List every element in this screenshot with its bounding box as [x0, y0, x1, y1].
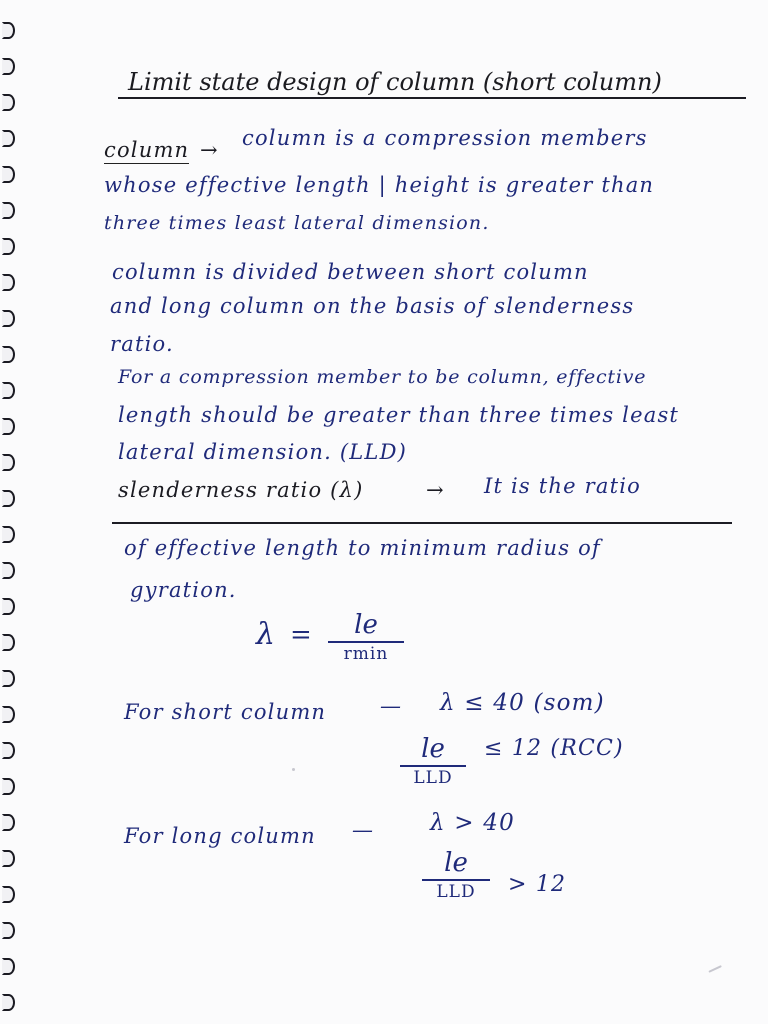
long-column-condition-lambda: λ > 40: [430, 810, 515, 836]
binding-hole: [2, 742, 15, 759]
binding-hole: [2, 130, 15, 147]
binding-hole: [2, 598, 15, 615]
formula-lambda: λ: [256, 617, 276, 652]
long-column-fraction: [422, 850, 490, 901]
slenderness-underline: [112, 522, 732, 524]
long-column-denominator: LLD: [436, 881, 476, 902]
binding-hole: [2, 382, 15, 399]
term-slenderness-ratio: slenderness ratio (λ): [118, 478, 364, 502]
para2-line2: and long column on the basis of slenderness: [110, 294, 635, 318]
binding-hole: [2, 958, 15, 975]
para1-line2: whose effective length | height is greater than: [104, 173, 655, 197]
para4-line3: gyration.: [130, 578, 237, 602]
arrow-column: →: [200, 138, 219, 162]
paper-speck: [292, 768, 295, 771]
formula-numerator: le: [354, 610, 378, 640]
long-column-condition-ratio: > 12: [508, 872, 567, 897]
binding-hole: [2, 274, 15, 291]
long-column-label: For long column: [124, 824, 316, 848]
title-underline: [118, 97, 746, 99]
para2-line3: ratio.: [110, 332, 174, 356]
binding-hole: [2, 994, 15, 1011]
short-column-fraction: [400, 736, 466, 787]
binding-hole: [2, 454, 15, 471]
short-column-numerator: le: [421, 734, 445, 764]
long-column-dash: —: [352, 818, 375, 842]
binding-hole: [2, 238, 15, 255]
short-column-condition-ratio: ≤ 12 (RCC): [484, 736, 624, 761]
short-column-dash: —: [380, 694, 403, 718]
page-title: Limit state design of column (short column): [128, 68, 662, 96]
binding-hole: [2, 634, 15, 651]
para3-line2: length should be greater than three times least: [118, 403, 680, 427]
formula-equals: =: [290, 620, 312, 650]
para1-line1: column is a compression members: [242, 126, 648, 150]
paper-speck: [708, 965, 721, 972]
binding-hole: [2, 922, 15, 939]
arrow-slenderness: →: [426, 478, 445, 502]
para3-line1: For a compression member to be column, effective: [118, 366, 647, 388]
binding-hole: [2, 490, 15, 507]
para4-line2: of effective length to minimum radius of: [124, 536, 601, 560]
term-column: column: [104, 138, 190, 162]
binding-hole: [2, 346, 15, 363]
binding-hole: [2, 310, 15, 327]
para1-line3: three times least lateral dimension.: [104, 212, 490, 234]
binding-hole: [2, 850, 15, 867]
binding-hole: [2, 526, 15, 543]
binding-hole: [2, 22, 15, 39]
short-column-condition-lambda: λ ≤ 40 (som): [440, 690, 605, 716]
para3-line3: lateral dimension. (LLD): [118, 440, 408, 464]
binding-hole: [2, 418, 15, 435]
binding-hole: [2, 166, 15, 183]
binding-hole: [2, 814, 15, 831]
binding-hole: [2, 778, 15, 795]
binding-hole: [2, 886, 15, 903]
para2-line1: column is divided between short column: [112, 260, 589, 284]
short-column-label: For short column: [124, 700, 327, 724]
formula-fraction: [328, 612, 404, 663]
binding-hole: [2, 202, 15, 219]
para4-line1: It is the ratio: [484, 474, 642, 498]
formula-denominator: rmin: [343, 643, 389, 664]
binding-hole: [2, 706, 15, 723]
long-column-numerator: le: [444, 848, 468, 878]
binding-hole: [2, 562, 15, 579]
short-column-denominator: LLD: [413, 767, 453, 788]
binding-hole: [2, 670, 15, 687]
binding-hole: [2, 94, 15, 111]
binding-hole: [2, 58, 15, 75]
